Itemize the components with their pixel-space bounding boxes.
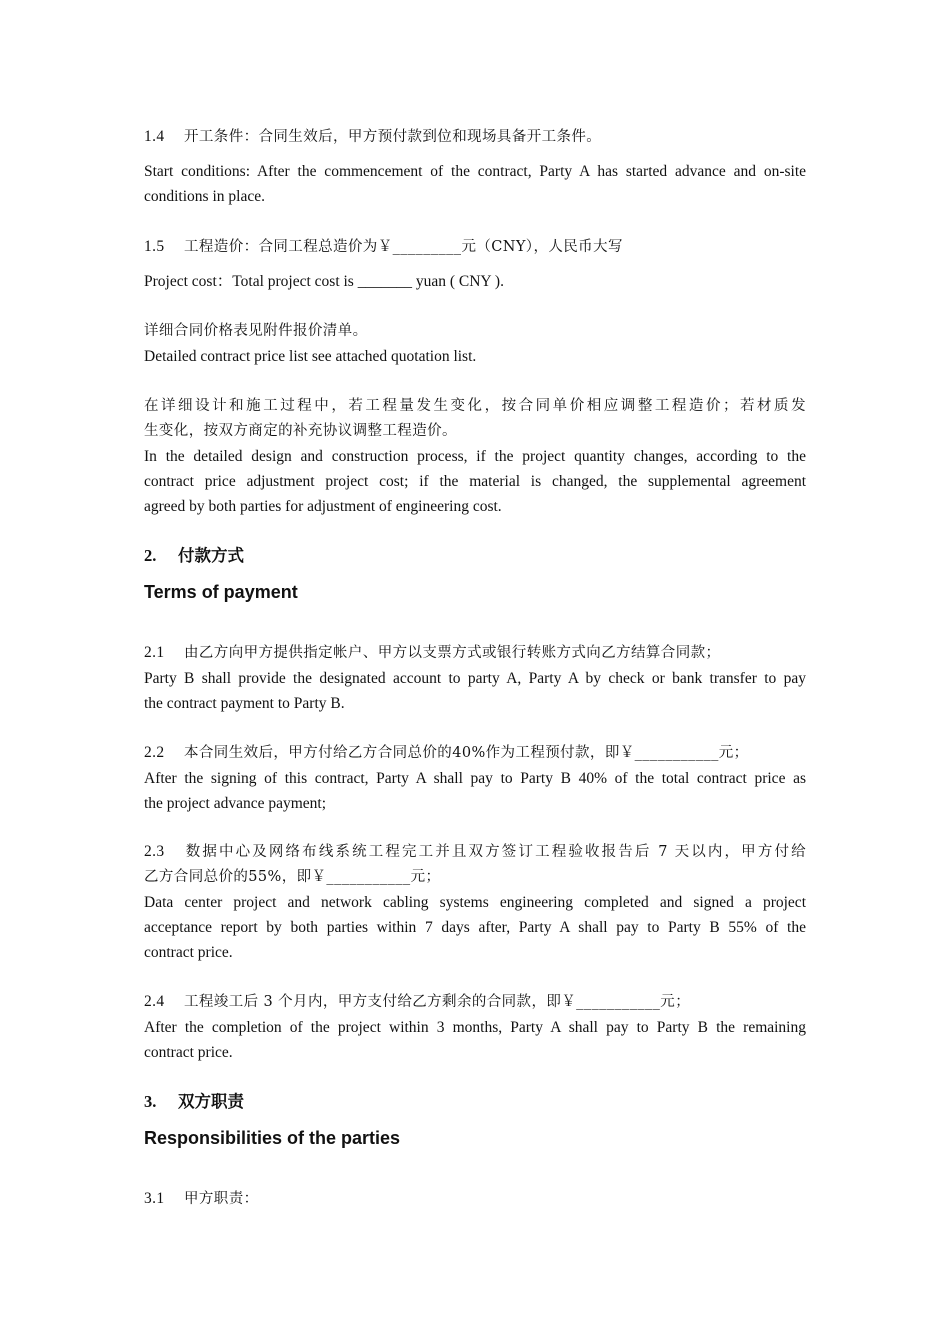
- clause-2-4-cn: [144, 989, 806, 1015]
- clause-2-3: [144, 839, 806, 965]
- clause-2-4: [144, 989, 806, 1065]
- clause-text-en: Start conditions: After the commencement of the contract, Party A has started advance and on-site: [144, 163, 806, 180]
- clause-number: 2.2: [144, 744, 165, 761]
- section-title-en: Responsibilities of the parties: [144, 1128, 401, 1148]
- clause-number: 2.1: [144, 644, 165, 661]
- section-2-heading: [144, 543, 806, 569]
- clause-text-cn: 工程竣工后 3 个月内，甲方支付给乙方剩余的合同款，即￥___________元；: [184, 994, 691, 1010]
- section-3-heading: [144, 1089, 806, 1115]
- section-title-cn-text: 双方职责: [178, 1092, 244, 1111]
- note-text-en: contract price adjustment project cost; if the material is changed, the supplemental agreement: [144, 473, 806, 490]
- note-text-cn: 详细合同价格表见附件报价清单。: [144, 323, 368, 339]
- clause-3-1: [144, 1186, 806, 1212]
- clause-text-cn: 数据中心及网络布线系统工程完工并且双方签订工程验收报告后 7 天以内，甲方付给: [184, 844, 806, 860]
- clause-text-cn: 工程造价：合同工程总造价为￥_________元（CNY），人民币大写: [184, 239, 623, 255]
- note-text-cn: 生变化，按双方商定的补充协议调整工程造价。: [144, 423, 457, 439]
- clause-number: 1.4: [144, 128, 165, 145]
- section-2-heading-en: [144, 579, 806, 605]
- clause-text-en: acceptance report by both parties within 7 days after, Party A shall pay to Party B 55% of the: [144, 919, 806, 936]
- clause-2-1-cn: [144, 640, 806, 666]
- clause-2-2-cn: [144, 740, 806, 766]
- clause-1-4: [144, 124, 806, 150]
- clause-2-1: [144, 640, 806, 716]
- section-number: 3.: [144, 1092, 157, 1111]
- clause-2-2: [144, 740, 806, 816]
- section-title-cn: [144, 1092, 244, 1111]
- note-text-en: Detailed contract price list see attached quotation list.: [144, 348, 477, 365]
- clause-1-5-en: [144, 269, 806, 294]
- clause-text-cn: 开工条件：合同生效后，甲方预付款到位和现场具备开工条件。: [184, 129, 602, 145]
- clause-text-cn: 甲方职责：: [184, 1191, 259, 1207]
- note-text-en: agreed by both parties for adjustment of engineering cost.: [144, 498, 502, 515]
- clause-text-en: Project cost：Total project cost is _______ yuan ( CNY ).: [144, 273, 504, 290]
- clause-1-5: [144, 234, 806, 260]
- clause-text-en: contract price.: [144, 1044, 233, 1061]
- clause-text-cn: 本合同生效后，甲方付给乙方合同总价的40%作为工程预付款，即￥___________元；: [184, 745, 749, 761]
- clause-text-en: contract price.: [144, 944, 233, 961]
- clause-number: 1.5: [144, 238, 165, 255]
- clause-text-cn: 由乙方向甲方提供指定帐户、甲方以支票方式或银行转账方式向乙方结算合同款；: [184, 645, 721, 661]
- clause-1-5-cn: [144, 234, 806, 260]
- section-title-cn: [144, 546, 244, 565]
- clause-number: 2.4: [144, 993, 165, 1010]
- clause-text-en: Party B shall provide the designated account to party A, Party A by check or bank transfer to pay: [144, 670, 806, 687]
- clause-1-4-en: [144, 159, 806, 209]
- clause-text-en: the project advance payment;: [144, 795, 327, 812]
- clause-number: 2.3: [144, 843, 165, 860]
- clause-3-1-cn: [144, 1186, 806, 1212]
- section-title-cn-text: 付款方式: [178, 546, 244, 565]
- clause-text-cn: 乙方合同总价的55%，即￥___________元；: [144, 869, 441, 885]
- section-number: 2.: [144, 546, 157, 565]
- clause-text-en: After the signing of this contract, Party A shall pay to Party B 40% of the total contract price as: [144, 770, 806, 787]
- clause-2-3-cn: [144, 839, 806, 865]
- note-text-cn: 在详细设计和施工过程中，若工程量发生变化，按合同单价相应调整工程造价；若材质发: [144, 398, 806, 414]
- clause-1-4-cn: [144, 124, 806, 150]
- note-text-en: In the detailed design and construction process, if the project quantity changes, according to the: [144, 448, 806, 465]
- clause-number: 3.1: [144, 1190, 165, 1207]
- section-3-heading-en: [144, 1125, 806, 1151]
- clause-text-en: the contract payment to Party B.: [144, 695, 345, 712]
- clause-text-en: conditions in place.: [144, 188, 265, 205]
- adjustment-note: [144, 394, 806, 519]
- price-list-note: [144, 319, 806, 369]
- clause-text-en: Data center project and network cabling systems engineering completed and signed a project: [144, 894, 806, 911]
- clause-text-en: After the completion of the project within 3 months, Party A shall pay to Party B the remaining: [144, 1019, 806, 1036]
- section-title-en: Terms of payment: [144, 582, 298, 602]
